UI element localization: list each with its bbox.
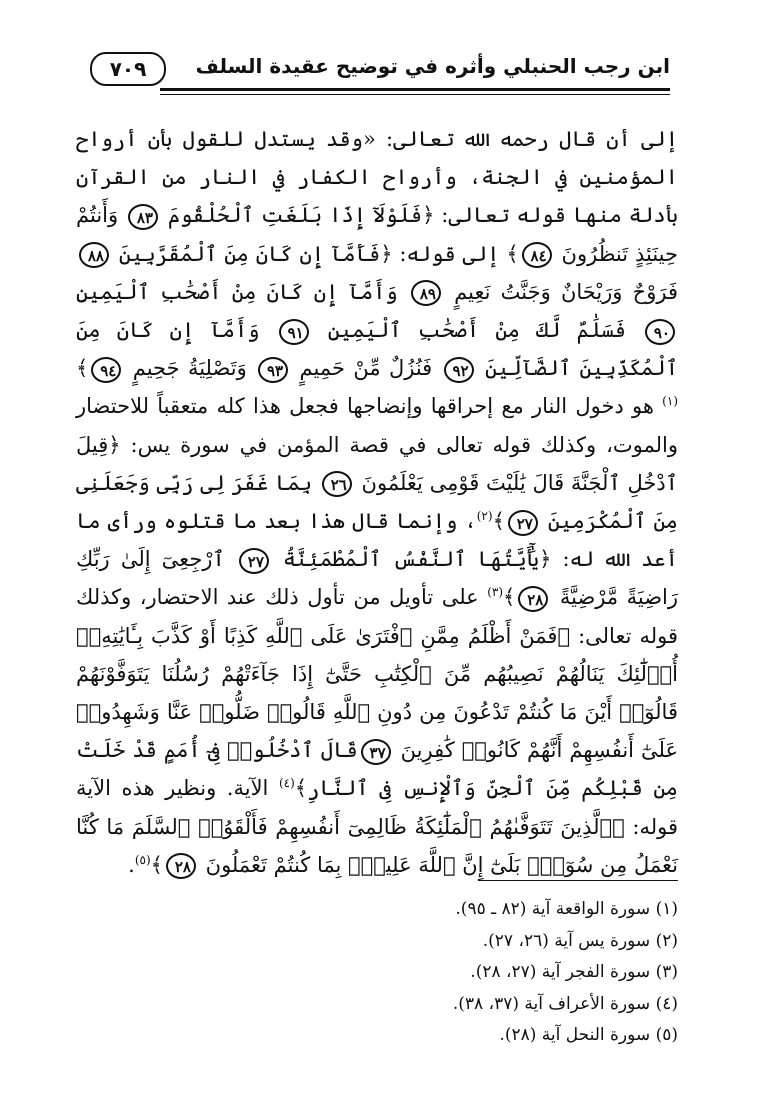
quran-verse: وَأَمَّآ إِن كَانَ مِنْ أَصْحَٰبِ ٱلْيَمِينِ [76, 279, 398, 304]
ayah-number: ٩٤ [91, 357, 121, 383]
ayah-number: ٨٤ [522, 242, 552, 268]
quran-verse: ﴿ٱلَّذِينَ تَتَوَفَّىٰهُمُ ٱلْمَلَٰٓئِكَةُ ظَالِمِىٓ أَنفُسِهِمْ فَأَلْقَوُا۟ ٱلسَّلَمَ مَا كُنَّا نَعْمَلُ مِن سُوٓءٍۭ بَلَىٰٓ إِنَّ ٱللَّهَ عَلِيمٌۢ بِمَا كُنتُمْ تَعْمَلُونَ [76, 814, 678, 877]
ayah-number: ٩٣ [258, 357, 288, 383]
quran-verse: وَتَصْلِيَةُ جَحِيمٍ [132, 356, 247, 381]
text-run: إلى أن قال رحمه الله تعالى: «وقد يستدل للقول بأن أرواح المؤمنين في الجنة، وأرواح الكفار في النار من القرآن بأدلة منها قوله تعالى: [76, 127, 678, 228]
ayah-number: ٢٦ [322, 471, 352, 497]
footnote-ref[interactable]: (٥) [134, 852, 151, 867]
quran-verse: فَسَلَٰمٌ لَّكَ مِنْ أَصْحَٰبِ ٱلْيَمِينِ [327, 318, 626, 343]
footnote-ref[interactable]: (٢) [476, 509, 493, 524]
running-title: ابن رجب الحنبلي وأثره في توضيح عقيدة السلف [195, 54, 670, 78]
ayah-number: ٢٨ [518, 586, 548, 612]
footnote-ref[interactable]: (١) [662, 394, 678, 409]
quran-verse: ﴿فَمَنْ أَظْلَمُ مِمَّنِ ٱفْتَرَىٰ عَلَى ٱللَّهِ كَذِبًا أَوْ كَذَّبَ بِـَٔايَٰتِهِۦٓ أُو۟لَٰٓئِكَ يَنَالُهُمْ نَصِيبُهُم مِّنَ ٱلْكِتَٰبِ حَتَّىٰٓ إِذَا جَآءَتْهُمْ رُسُلُنَا يَتَوَفَّوْنَهُمْ قَالُوٓا۟ أَيْنَ مَا كُنتُمْ تَدْعُونَ مِن دُونِ ٱللَّهِ قَالُوا۟ ضَلُّوا۟ عَنَّا وَشَهِدُوا۟ عَلَىٰٓ أَنفُسِهِمْ أَنَّهُمْ كَانُوا۟ كَٰفِرِينَ [76, 623, 678, 763]
ayah-number: ٢٧ [508, 510, 538, 536]
verse-bracket: ﴾ [506, 241, 519, 266]
footnote-item: (٤) سورة الأعراف آية (٣٧، ٣٨). [452, 993, 678, 1014]
footnote-ref[interactable]: (٤) [278, 776, 295, 791]
ayah-number: ٣٧ [361, 739, 391, 765]
verse-bracket: ﴾ [492, 509, 505, 534]
text-run: إلى قوله: [392, 241, 507, 266]
header-rule-thin [160, 94, 670, 95]
page-header [90, 52, 670, 100]
quran-verse: ﴿يَٰٓأَيَّتُهَا ٱلنَّفْسُ ٱلْمُطْمَئِنَّةُ [283, 547, 552, 572]
quran-verse: وَأَنتُمْ حِينَئِذٍ تَنظُرُونَ [76, 203, 678, 266]
ayah-number: ٩١ [279, 319, 309, 345]
header-rule [160, 88, 670, 91]
text-run: على تأويل من تأول ذلك عند الاحتضار، وكذلك قوله تعالى: [76, 585, 678, 648]
quran-verse: ٱرْجِعِىٓ إِلَىٰ رَبِّكِ رَاضِيَةً مَّرْضِيَّةً [76, 547, 679, 610]
footnote-item: (٥) سورة النحل آية (٢٨). [499, 1025, 678, 1045]
ayah-number: ٢٧ [239, 548, 269, 574]
footnote-rule [478, 880, 678, 881]
verse-bracket: ﴾ [150, 852, 163, 877]
ayah-number: ٢٨ [166, 853, 196, 879]
page-number: ٧٠٩ [90, 52, 166, 86]
quran-verse: ﴿قِيلَ ٱدْخُلِ ٱلْجَنَّةَ قَالَ يَٰلَيْتَ قَوْمِى يَعْلَمُونَ [76, 432, 678, 495]
quran-verse: ﴿فَلَوْلَآ إِذَا بَلَغَتِ ٱلْحُلْقُومَ [167, 203, 435, 228]
verse-bracket: ﴾ [76, 356, 89, 381]
footnote-item: (١) سورة الواقعة آية (٨٢ ـ ٩٥). [455, 899, 678, 919]
footnote-item: (٢) سورة يس آية (٢٦، ٢٧). [482, 930, 678, 951]
ayah-number: ٨٩ [411, 280, 441, 306]
verse-bracket: ﴾ [503, 585, 516, 610]
text-run: الآية. ونظير هذه الآية قوله: [76, 776, 679, 839]
text-run: هو دخول النار مع إحراقها وإنضاجها فجعل هذا كله متعقباً للاحتضار والموت، وكذلك قوله تعالى في قصة المؤمن في سورة يس: [76, 394, 678, 457]
quran-verse: قَالَ ٱدْخُلُوا۟ فِىٓ أُمَمٍ قَدْ خَلَتْ مِن قَبْلِكُم مِّنَ ٱلْجِنِّ وَٱلْإِنسِ فِى ٱلنَّارِ﴾ [76, 738, 678, 801]
quran-verse: وَأَمَّآ إِن كَانَ مِنَ ٱلْمُكَذِّبِينَ ٱلضَّآلِّينَ [76, 318, 678, 381]
footnote-ref[interactable]: (٣) [487, 585, 504, 600]
ayah-number: ٩٢ [444, 357, 474, 383]
paragraph [76, 120, 678, 884]
ayah-number: ٩٠ [645, 319, 675, 345]
quran-verse: ﴿فَأَمَّآ إِن كَانَ مِنَ ٱلْمُقَرَّبِينَ [118, 241, 393, 266]
main-text [76, 120, 678, 884]
quran-verse: فَرَوْحٌ وَرَيْحَانٌ وَجَنَّتُ نَعِيمٍ [454, 279, 678, 304]
footnotes [200, 894, 678, 1052]
text-run: ، وإنما قال هذا بعد ما قتلوه ورأى ما أعد الله له: [76, 509, 678, 572]
quran-verse: فَنُزُلٌ مِّنْ حَمِيمٍ [299, 356, 433, 381]
ayah-number: ٨٨ [79, 242, 109, 268]
footnote-item: (٣) سورة الفجر آية (٢٧، ٢٨). [470, 962, 678, 982]
ayah-number: ٨٣ [128, 204, 158, 230]
text-run: . [128, 852, 135, 877]
quran-verse: بِمَا غَفَرَ لِى رَبِّى وَجَعَلَنِى مِنَ ٱلْمُكْرَمِينَ [76, 470, 678, 534]
